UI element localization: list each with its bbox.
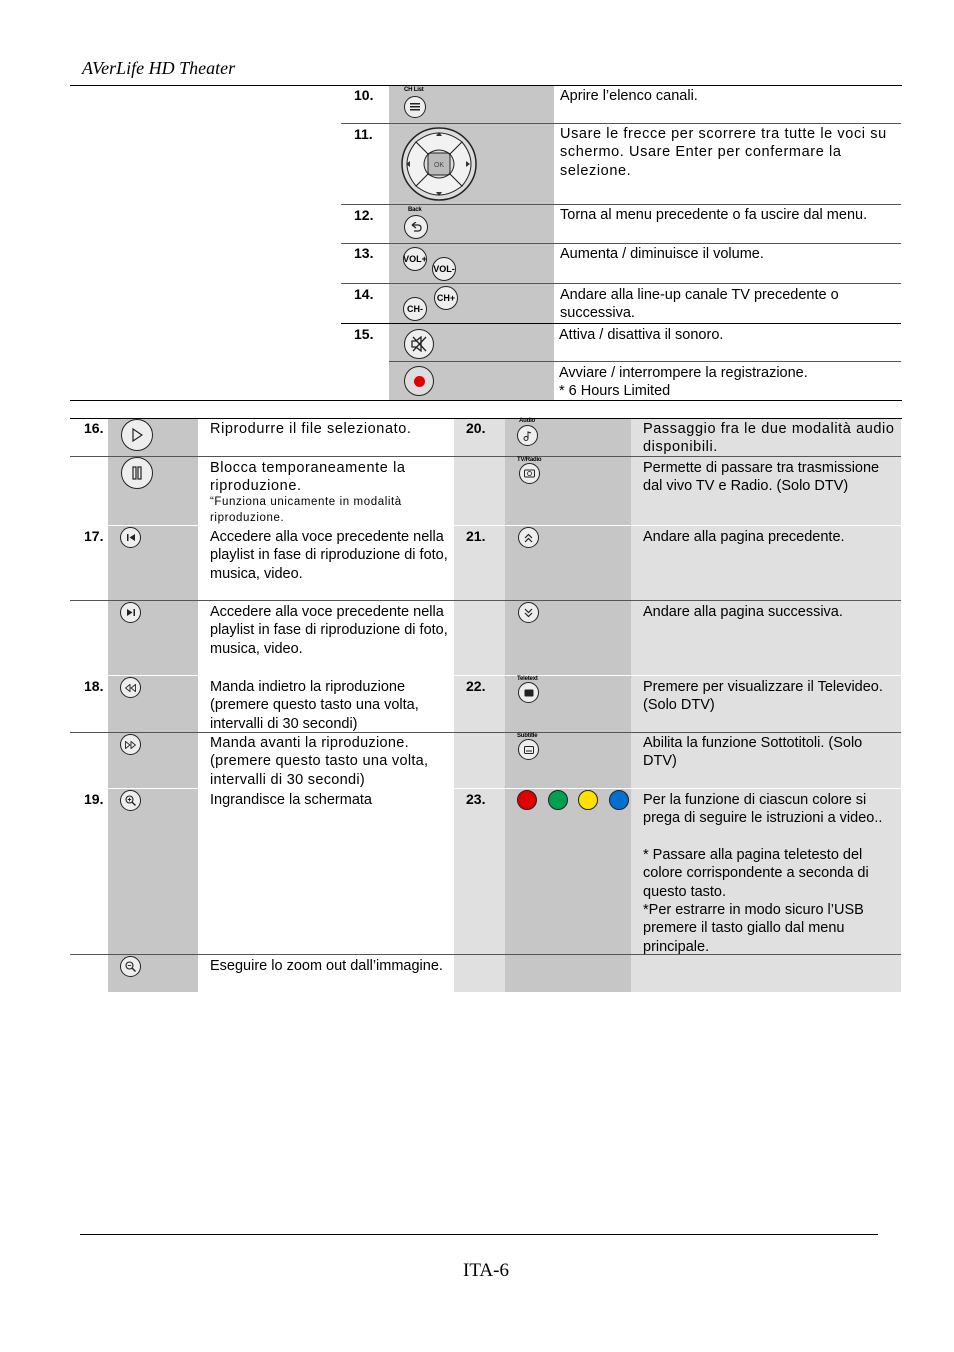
item-description: Premere per visualizzare il Televideo. (Solo DTV) [643,679,883,714]
red-button[interactable] [517,790,537,810]
item-description: Permette di passare tra trasmissione dal vivo TV e Radio. (Solo DTV) [643,460,880,495]
right-number-column [454,419,505,992]
item-description: Attiva / disattiva il sonoro. [559,327,724,343]
back-button[interactable] [404,215,428,239]
item-description: Abilita la funzione Sottotitoli. (Solo DTV) [643,735,863,770]
teletext-button[interactable] [518,682,539,703]
pause-icon [131,466,143,480]
channel-down-button[interactable] [403,297,427,321]
volume-up-button[interactable] [403,247,427,271]
item-description: Andare alla pagina precedente. [643,529,845,545]
item-description: Avviare / interrompere la registrazione. [559,365,808,381]
list-icon [410,103,420,111]
yellow-button[interactable] [578,790,598,810]
item-description: Ingrandisce la schermata [210,792,372,808]
channel-up-button[interactable] [434,286,458,310]
item-description: Blocca temporaneamente la riproduzione. [210,460,406,495]
previous-button[interactable] [120,527,141,548]
back-arrow-icon [410,222,422,232]
item-note: “Funziona unicamente in modalità riproduzione. [210,496,402,524]
subtitle-icon [524,746,534,754]
button-label: OK [433,162,445,169]
item-number: 20. [466,420,486,436]
record-button[interactable] [404,366,434,396]
button-label: Audio [519,418,535,424]
button-label: Teletext [517,676,538,682]
item-description: Andare alla pagina successiva. [643,604,843,620]
button-label: TV/Radio [517,457,542,463]
item-number: 21. [466,528,486,544]
vol-minus-icon: VOL- [433,264,455,274]
fast-forward-button[interactable] [120,734,141,755]
pause-button[interactable] [121,457,153,489]
skip-forward-icon [126,608,136,617]
play-icon [131,428,143,442]
item-description: Manda indietro la riproduzione (premere questo tasto una volta, intervalli di 30 secondi) [210,679,419,732]
item-number: 17. [84,528,104,544]
ch-plus-icon: CH+ [436,293,456,303]
item-number: 10. [354,87,374,103]
subtitle-button[interactable] [518,739,539,760]
rewind-icon [125,684,136,692]
item-description: Passaggio fra le due modalità audio disponibili. [643,421,895,456]
page-down-button[interactable] [518,602,539,623]
item-number: 11. [354,126,373,142]
item-number: 12. [354,207,374,223]
left-button-column [108,419,198,992]
zoom-in-icon [125,795,136,806]
right-button-column [505,419,631,992]
volume-down-button[interactable] [432,257,456,281]
item-number: 22. [466,678,486,694]
blue-button[interactable] [609,790,629,810]
button-label: Back [408,207,422,213]
mute-button[interactable] [404,329,434,359]
item-note: * 6 Hours Limited [559,383,671,399]
item-note: * Passare alla pagina teletesto del colore corrispondente a seconda di questo tasto. [643,847,869,900]
tv-radio-button[interactable] [519,463,540,484]
item-number: 13. [354,245,374,261]
button-label: CH List [404,87,424,93]
page-number: ITA-6 [463,1260,509,1281]
rewind-button[interactable] [120,677,141,698]
audio-button[interactable] [517,425,538,446]
fast-forward-icon [125,741,136,749]
item-number: 14. [354,286,374,302]
teletext-icon [524,689,534,697]
item-description: Eseguire lo zoom out dall’immagine. [210,958,443,974]
item-description: Accedere alla voce precedente nella playlist in fase di riproduzione di foto, musica, video. [210,604,448,657]
zoom-out-button[interactable] [120,956,141,977]
item-number: 19. [84,791,104,807]
item-number: 23. [466,791,486,807]
item-description: Aprire l’elenco canali. [560,88,698,104]
item-description: Andare alla line-up canale TV precedente o successiva. [560,287,839,322]
item-number: 15. [354,326,374,342]
item-description: Per la funzione di ciascun colore si prega di seguire le istruzioni a video.. [643,792,883,827]
zoom-out-icon [125,961,136,972]
vol-plus-icon: VOL+ [403,254,427,264]
ch-list-button[interactable] [404,96,426,118]
music-note-icon [523,431,532,441]
zoom-in-button[interactable] [120,790,141,811]
footer-rule [80,1234,878,1235]
item-description: Riprodurre il file selezionato. [210,421,412,437]
green-button[interactable] [548,790,568,810]
double-chevron-down-icon [524,608,533,618]
play-button[interactable] [121,419,153,451]
double-chevron-up-icon [524,533,533,543]
document-title: AVerLife HD Theater [82,58,236,78]
item-number: 16. [84,420,104,436]
ch-minus-icon: CH- [407,304,423,314]
next-button[interactable] [120,602,141,623]
skip-back-icon [126,533,136,542]
record-dot-icon [414,376,425,387]
navigation-pad[interactable] [400,126,478,202]
mute-icon [410,336,428,352]
item-note: *Per estrarre in modo sicuro l’USB premere il tasto giallo dal menu principale. [643,902,864,955]
item-number: 18. [84,678,104,694]
item-description: Torna al menu precedente o fa uscire dal menu. [560,207,868,223]
tv-radio-icon [524,469,535,478]
item-description: Manda avanti la riproduzione. (premere questo tasto una volta, intervalli di 30 secondi) [210,735,429,788]
page-up-button[interactable] [518,527,539,548]
item-description: Accedere alla voce precedente nella playlist in fase di riproduzione di foto, musica, video. [210,529,448,582]
item-description: Aumenta / diminuisce il volume. [560,246,764,262]
item-description: Usare le frecce per scorrere tra tutte le voci su schermo. Usare Enter per confermare la selezione. [560,126,887,179]
button-label: Subtitle [517,733,538,739]
